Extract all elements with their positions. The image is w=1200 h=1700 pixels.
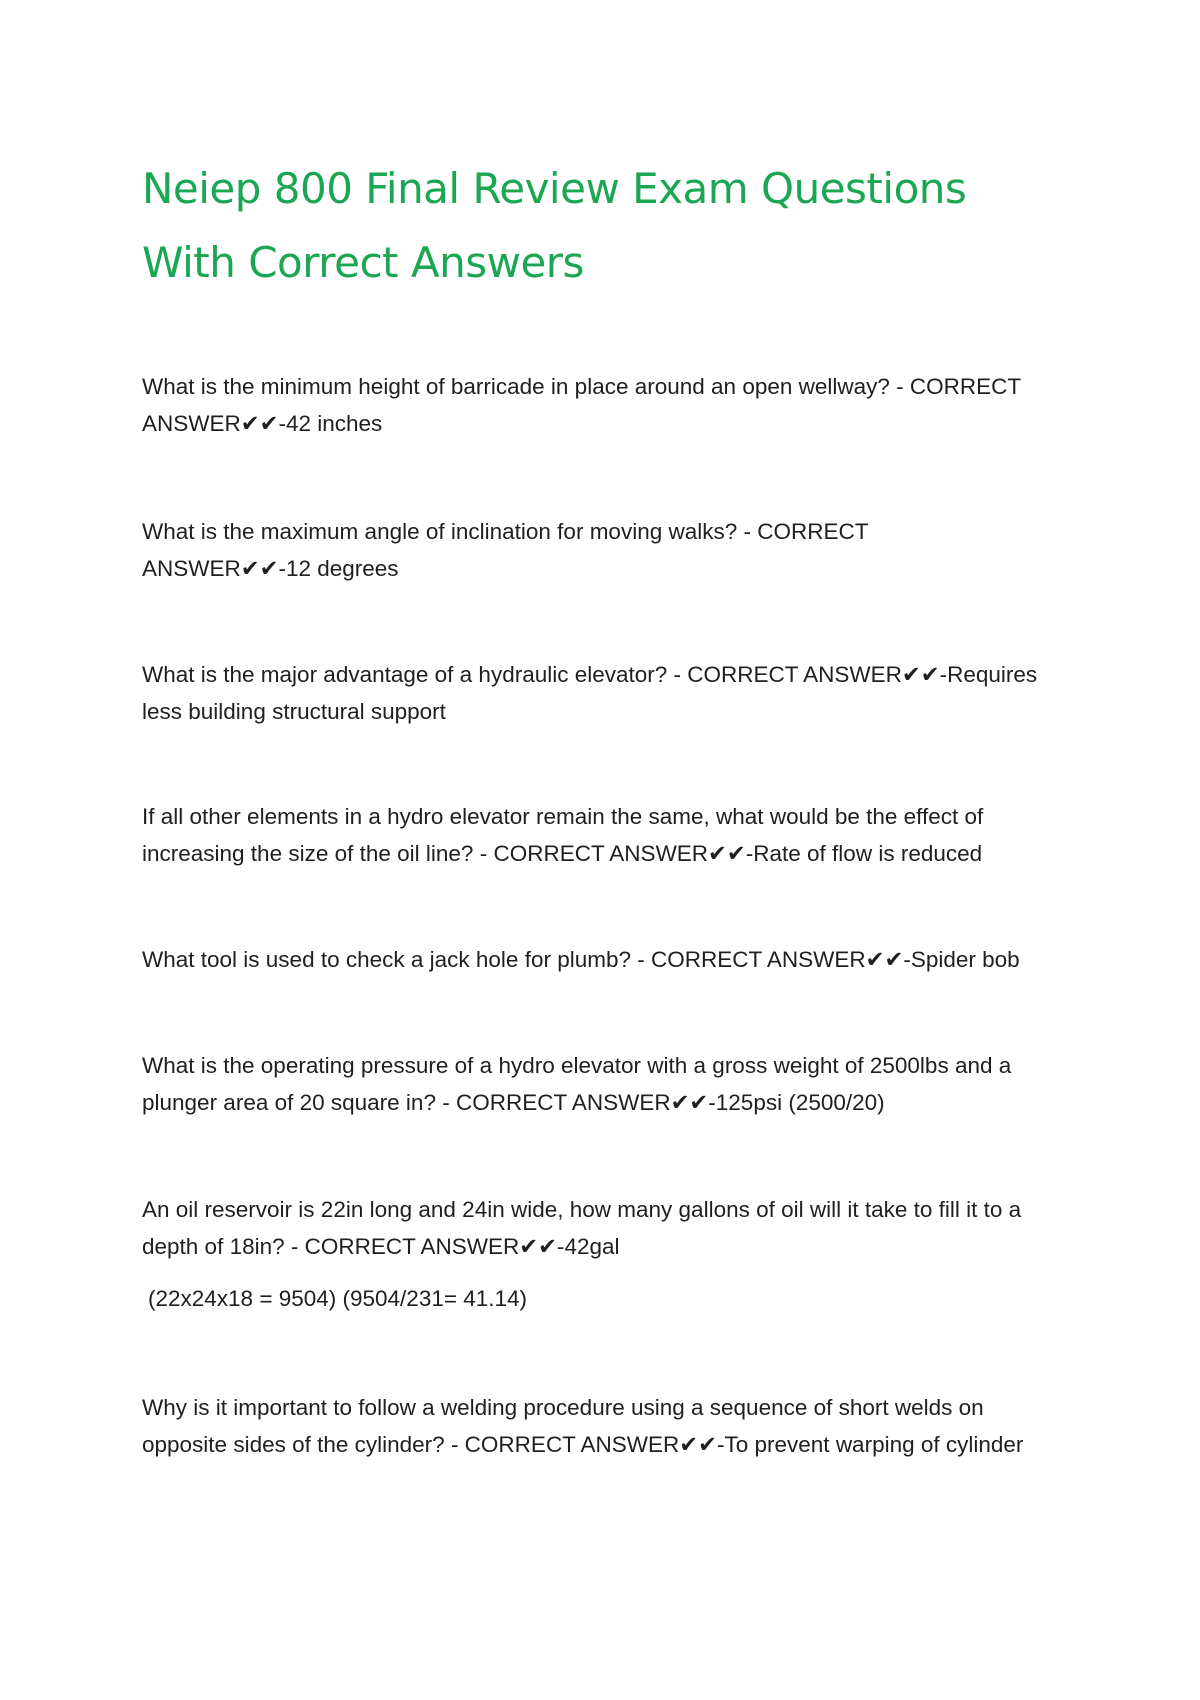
qa-item	[142, 513, 1042, 587]
answer-marker: - CORRECT ANSWER✔✔-	[473, 841, 754, 866]
question-text: What is the major advantage of a hydraulic elevator?	[142, 662, 668, 687]
qa-item	[142, 1047, 1042, 1121]
qa-item	[142, 1191, 1042, 1265]
calculation-text: (22x24x18 = 9504) (9504/231= 41.14)	[148, 1286, 528, 1311]
answer-marker: - CORRECT ANSWER✔✔-	[142, 519, 869, 581]
question-text: What tool is used to check a jack hole for plumb?	[142, 947, 632, 972]
question-text: An oil reservoir is 22in long and 24in wide, how many gallons of oil will it take to fill it to a depth of 18in?	[142, 1197, 1022, 1259]
question-text: What is the minimum height of barricade in place around an open wellway?	[142, 374, 890, 399]
qa-item	[142, 368, 1042, 442]
question-text: If all other elements in a hydro elevator remain the same, what would be the effect of increasing the size of the oil line?	[142, 804, 984, 866]
answer-text: 42gal	[564, 1234, 620, 1259]
qa-item	[142, 656, 1042, 730]
answer-text: 42 inches	[285, 411, 383, 436]
answer-text: 125psi (2500/20)	[715, 1090, 885, 1115]
answer-marker: - CORRECT ANSWER✔✔-	[284, 1234, 565, 1259]
answer-text: 12 degrees	[285, 556, 399, 581]
question-text: What is the operating pressure of a hydro elevator with a gross weight of 2500lbs and a plunger area of 20 square in?	[142, 1053, 1012, 1115]
answer-text: Spider bob	[910, 947, 1020, 972]
qa-item	[142, 941, 1042, 978]
answer-marker: - CORRECT ANSWER✔✔-	[667, 662, 948, 687]
question-text: What is the maximum angle of inclination for moving walks?	[142, 519, 738, 544]
qa-item	[142, 798, 1042, 872]
qa-item	[142, 1389, 1042, 1463]
answer-text: To prevent warping of cylinder	[724, 1432, 1024, 1457]
answer-marker: - CORRECT ANSWER✔✔-	[444, 1432, 725, 1457]
answer-marker: - CORRECT ANSWER✔✔-	[142, 374, 1021, 436]
question-text: Why is it important to follow a welding procedure using a sequence of short welds on opposite sides of the cylinder?	[142, 1395, 984, 1457]
answer-marker: - CORRECT ANSWER✔✔-	[631, 947, 911, 972]
answer-text: Rate of flow is reduced	[753, 841, 983, 866]
document-title: Neiep 800 Final Review Exam Questions With Correct Answers	[142, 164, 967, 287]
answer-marker: - CORRECT ANSWER✔✔-	[435, 1090, 716, 1115]
answer-text: Requires less building structural support	[142, 662, 1038, 724]
